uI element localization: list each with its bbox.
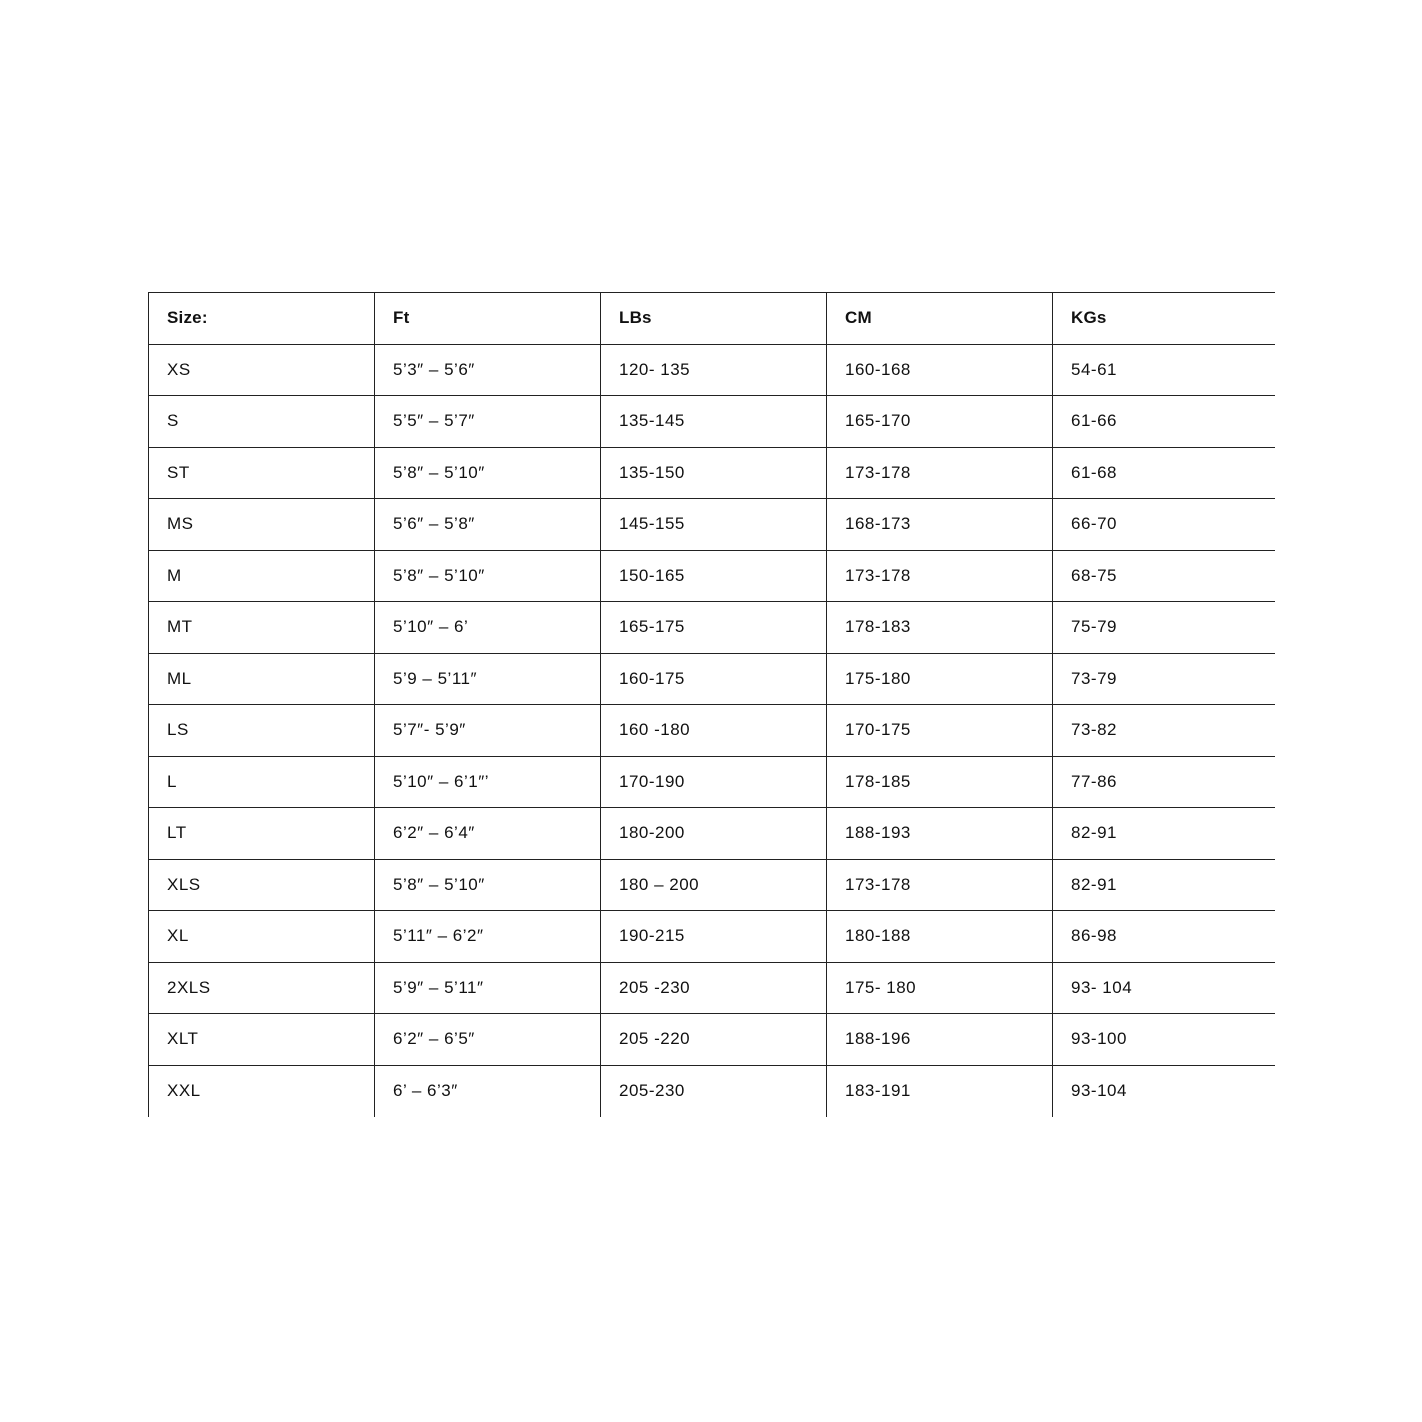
cell-kgs: 82-91	[1053, 859, 1275, 911]
cell-cm: 173-178	[827, 550, 1053, 602]
cell-size: XLS	[149, 859, 375, 911]
cell-cm: 168-173	[827, 499, 1053, 551]
cell-cm: 180-188	[827, 911, 1053, 963]
cell-size: LT	[149, 808, 375, 860]
cell-size: XLT	[149, 1014, 375, 1066]
cell-kgs: 61-68	[1053, 447, 1275, 499]
cell-cm: 178-183	[827, 602, 1053, 654]
cell-size: ST	[149, 447, 375, 499]
table-row	[149, 602, 1275, 654]
cell-size: S	[149, 396, 375, 448]
cell-kgs: 82-91	[1053, 808, 1275, 860]
cell-size: MS	[149, 499, 375, 551]
cell-lbs: 205-230	[601, 1065, 827, 1117]
cell-ft: 5’8″ – 5’10″	[375, 859, 601, 911]
cell-lbs: 180 – 200	[601, 859, 827, 911]
cell-ft: 5’9 – 5’11″	[375, 653, 601, 705]
cell-size: MT	[149, 602, 375, 654]
cell-size: XS	[149, 344, 375, 396]
table-row	[149, 705, 1275, 757]
cell-ft: 5’8″ – 5’10″	[375, 447, 601, 499]
cell-kgs: 86-98	[1053, 911, 1275, 963]
table-row	[149, 447, 1275, 499]
table-row	[149, 344, 1275, 396]
cell-ft: 5’10″ – 6’	[375, 602, 601, 654]
cell-lbs: 205 -230	[601, 962, 827, 1014]
cell-lbs: 135-150	[601, 447, 827, 499]
cell-kgs: 54-61	[1053, 344, 1275, 396]
table-row	[149, 499, 1275, 551]
cell-kgs: 61-66	[1053, 396, 1275, 448]
cell-lbs: 190-215	[601, 911, 827, 963]
cell-kgs: 73-82	[1053, 705, 1275, 757]
table-row	[149, 808, 1275, 860]
table-row	[149, 859, 1275, 911]
cell-ft: 5’5″ – 5’7″	[375, 396, 601, 448]
table-row	[149, 653, 1275, 705]
cell-size: XL	[149, 911, 375, 963]
cell-ft: 6’2″ – 6’5″	[375, 1014, 601, 1066]
cell-ft: 5’8″ – 5’10″	[375, 550, 601, 602]
cell-kgs: 93-104	[1071, 1081, 1127, 1100]
size-chart-table	[148, 292, 1275, 1117]
cell-size: LS	[149, 705, 375, 757]
cell-kgs: 73-79	[1053, 653, 1275, 705]
cell-lbs: 120- 135	[601, 344, 827, 396]
cell-size: ML	[149, 653, 375, 705]
cell-ft: 5’9″ – 5’11″	[375, 962, 601, 1014]
cell-ft: 5’11″ – 6’2″	[375, 911, 601, 963]
table-row	[149, 396, 1275, 448]
table-row	[149, 1014, 1275, 1066]
cell-kgs: 77-86	[1053, 756, 1275, 808]
table-row	[149, 756, 1275, 808]
table-row	[149, 962, 1275, 1014]
cell-kgs: 66-70	[1053, 499, 1275, 551]
cell-size: M	[149, 550, 375, 602]
cell-cm: 188-196	[827, 1014, 1053, 1066]
cell-cm: 173-178	[827, 447, 1053, 499]
cell-cm: 165-170	[827, 396, 1053, 448]
header-lbs: LBs	[601, 293, 827, 345]
cell-ft: 6’2″ – 6’4″	[375, 808, 601, 860]
cell-ft: 5’7″- 5’9″	[375, 705, 601, 757]
cell-lbs: 160-175	[601, 653, 827, 705]
table-row	[149, 1065, 1275, 1117]
cell-ft: 6’ – 6’3″	[375, 1065, 601, 1117]
cell-ft: 5’3″ – 5’6″	[375, 344, 601, 396]
cell-lbs: 180-200	[601, 808, 827, 860]
table-row	[149, 911, 1275, 963]
cell-cm: 175- 180	[827, 962, 1053, 1014]
cell-cm: 170-175	[827, 705, 1053, 757]
header-ft: Ft	[375, 293, 601, 345]
cell-lbs: 160 -180	[601, 705, 827, 757]
table-row	[149, 550, 1275, 602]
cell-cm: 175-180	[827, 653, 1053, 705]
cell-size: 2XLS	[149, 962, 375, 1014]
cell-cm: 178-185	[827, 756, 1053, 808]
cell-ft: 5’10″ – 6’1″’	[375, 756, 601, 808]
cell-kgs: 93- 104	[1053, 962, 1275, 1014]
cell-cm: 160-168	[827, 344, 1053, 396]
cell-size: L	[149, 756, 375, 808]
cell-kgs: 93-100	[1053, 1014, 1275, 1066]
cell-lbs: 150-165	[601, 550, 827, 602]
cell-kgs: 75-79	[1053, 602, 1275, 654]
cell-lbs: 145-155	[601, 499, 827, 551]
cell-cm: 183-191	[827, 1065, 1053, 1117]
cell-cm: 173-178	[827, 859, 1053, 911]
cell-lbs: 135-145	[601, 396, 827, 448]
cell-kgs: 68-75	[1053, 550, 1275, 602]
header-size: Size:	[149, 293, 375, 345]
header-cm: CM	[827, 293, 1053, 345]
cell-lbs: 170-190	[601, 756, 827, 808]
cell-lbs: 165-175	[601, 602, 827, 654]
header-kgs: KGs	[1053, 293, 1275, 345]
cell-ft: 5’6″ – 5’8″	[375, 499, 601, 551]
cell-lbs: 205 -220	[601, 1014, 827, 1066]
cell-size: XXL	[149, 1065, 375, 1117]
cell-cm: 188-193	[827, 808, 1053, 860]
header-row	[149, 293, 1275, 345]
